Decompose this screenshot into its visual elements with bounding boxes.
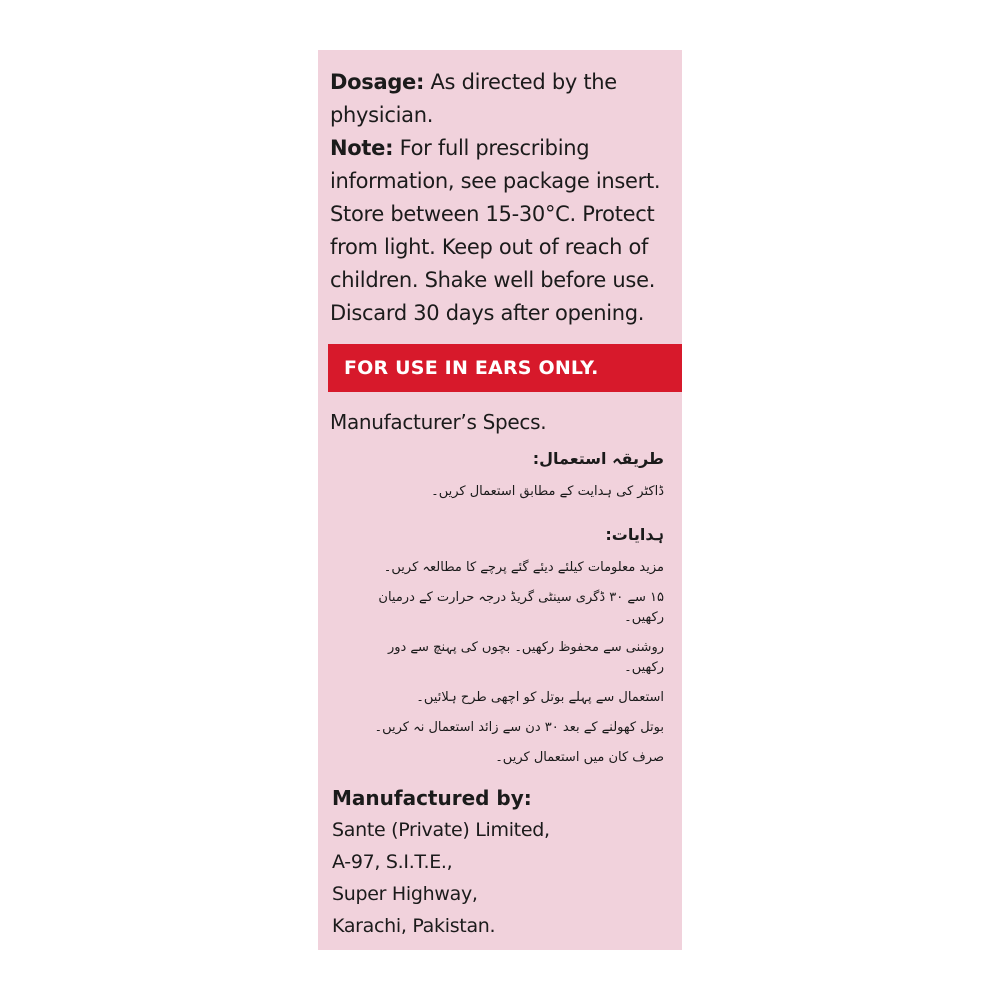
manufacturer-address-line-2: A-97, S.I.T.E., (332, 851, 453, 873)
note-line-3: Store between 15-30°C. Protect (330, 202, 655, 226)
dosage-text-1: As directed by the (424, 70, 617, 94)
urdu-heading-instructions: ہدایات: (605, 525, 664, 544)
urdu-line-1: مزید معلومات کیلئے دیئے گئے پرچے کا مطالعہ کریں۔ (383, 560, 664, 575)
urdu-usage-line: ڈاکٹر کی ہدایت کے مطابق استعمال کریں۔ (431, 484, 664, 499)
note-line-1 (330, 132, 674, 165)
dosage-line-1 (330, 66, 674, 99)
manufacturer-address-line-3: Super Highway, (332, 883, 478, 905)
urdu-instructions (344, 446, 664, 778)
manufacturer-block (332, 782, 672, 942)
urdu-line-4: استعمال سے پہلے بوتل کو اچھی طرح ہلائیں۔ (416, 690, 664, 705)
note-text-1: For full prescribing (393, 136, 590, 160)
urdu-line-2: ۱۵ سے ۳۰ ڈگری سینٹی گریڈ درجہ حرارت کے درمیان رکھیں۔ (378, 590, 664, 625)
package-label-panel (318, 50, 682, 950)
urdu-line-3: روشنی سے محفوظ رکھیں۔ بچوں کی پہنچ سے دور رکھیں۔ (387, 640, 664, 675)
manufacturer-specs: Manufacturer’s Specs. (330, 410, 547, 434)
ears-only-banner (328, 344, 682, 392)
note-line-5: children. Shake well before use. (330, 268, 656, 292)
manufacturer-address-line-1: Sante (Private) Limited, (332, 819, 550, 841)
urdu-line-6: صرف کان میں استعمال کریں۔ (495, 750, 664, 765)
note-line-4: from light. Keep out of reach of (330, 235, 649, 259)
note-line-2: information, see package insert. (330, 169, 661, 193)
urdu-line-5: بوتل کھولنے کے بعد ۳۰ دن سے زائد استعمال نہ کریں۔ (374, 720, 664, 735)
dosage-label: Dosage: (330, 70, 425, 94)
note-line-6: Discard 30 days after opening. (330, 301, 645, 325)
ears-only-text: FOR USE IN EARS ONLY. (344, 357, 599, 379)
manufacturer-address-line-4: Karachi, Pakistan. (332, 915, 496, 937)
note-label: Note: (330, 136, 394, 160)
dosage-note-block (330, 66, 674, 330)
manufacturer-title: Manufactured by: (332, 786, 532, 810)
urdu-heading-usage: طریقہ استعمال: (532, 449, 664, 468)
dosage-line-2: physician. (330, 103, 434, 127)
